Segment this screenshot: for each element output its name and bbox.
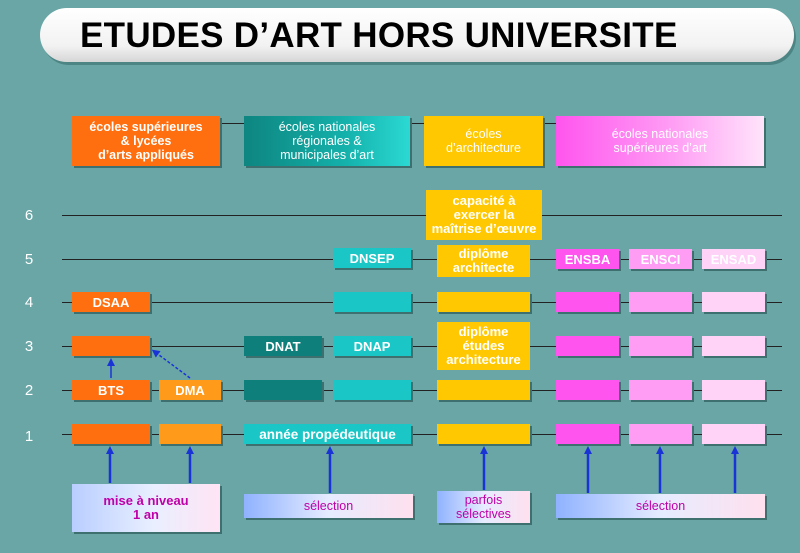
- ensad-block: ENSAD: [702, 249, 765, 269]
- dnat-block: DNAT: [244, 336, 322, 356]
- diplome-etudes-architecture: diplôme études architecture: [437, 322, 530, 370]
- header-arts-appliques: écoles supérieures & lycées d’arts appliqués: [72, 116, 220, 166]
- parfois-selectives-box: parfois sélectives: [437, 491, 530, 523]
- level-label-1: 1: [24, 428, 34, 445]
- level-label-3: 3: [24, 338, 34, 355]
- level-label-6: 6: [24, 207, 34, 224]
- header-nationales-regionales: écoles nationales régionales & municipales d’art: [244, 116, 410, 166]
- level-label-5: 5: [24, 251, 34, 268]
- level-label-4: 4: [24, 294, 34, 311]
- page-title: ETUDES D’ART HORS UNIVERSITE: [80, 16, 678, 55]
- dnsep-block: DNSEP: [333, 248, 411, 268]
- header-architecture: écoles d’architecture: [424, 116, 543, 166]
- bts-block: BTS: [72, 380, 150, 400]
- dnap-block: DNAP: [333, 336, 411, 356]
- mise-a-niveau-box: mise à niveau 1 an: [72, 484, 220, 532]
- dsaa-block: DSAA: [72, 292, 150, 312]
- capacite-maitrise-oeuvre: capacité à exercer la maîtrise d’œuvre: [426, 190, 542, 240]
- dma-block: DMA: [159, 380, 221, 400]
- annee-propedeutique-block: année propédeutique: [244, 424, 411, 444]
- selection-right-box: sélection: [556, 494, 765, 518]
- ensba-block: ENSBA: [556, 249, 619, 269]
- arrow-dma-to-level3: [155, 352, 190, 378]
- selection-left-box: sélection: [244, 494, 413, 518]
- ensci-block: ENSCI: [629, 249, 692, 269]
- header-nationales-superieures: écoles nationales supérieures d’art: [556, 116, 764, 166]
- diplome-architecte: diplôme architecte: [437, 245, 530, 277]
- level-label-2: 2: [24, 382, 34, 399]
